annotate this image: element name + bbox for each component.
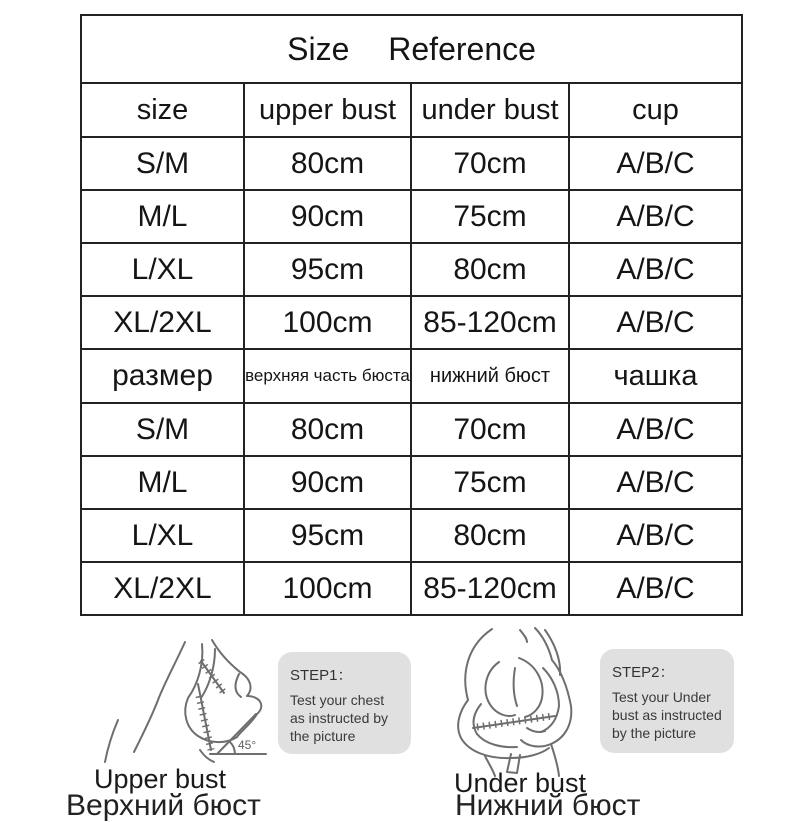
cell-upper-bust: 95cm xyxy=(244,243,411,296)
table-row xyxy=(81,456,742,509)
cell-size: S/M xyxy=(81,137,244,190)
table-row xyxy=(81,296,742,349)
cell-under-bust: 85-120cm xyxy=(411,562,569,615)
step1-title: STEP1： xyxy=(290,667,353,684)
clipped-bottom-text xyxy=(0,789,800,822)
step2-title: STEP2： xyxy=(612,664,675,681)
table-row xyxy=(81,509,742,562)
cell-size: XL/2XL xyxy=(81,562,244,615)
table-title-row xyxy=(81,15,742,83)
cell-size: S/M xyxy=(81,403,244,456)
cell-cup: A/B/C xyxy=(569,403,742,456)
upper-bust-measure-icon xyxy=(88,634,268,766)
cell-upper-bust: 80cm xyxy=(244,137,411,190)
cell-size-ru: размер xyxy=(81,349,244,403)
cell-upper-bust: 80cm xyxy=(244,403,411,456)
cell-cup: A/B/C xyxy=(569,243,742,296)
cell-size: M/L xyxy=(81,456,244,509)
col-header-size: size xyxy=(81,83,244,137)
cell-upper-bust-ru: верхняя часть бюста xyxy=(244,349,411,403)
cell-cup-ru: чашка xyxy=(569,349,742,403)
cell-upper-bust: 90cm xyxy=(244,190,411,243)
cell-size: XL/2XL xyxy=(81,296,244,349)
col-header-upper-bust: upper bust xyxy=(244,83,411,137)
cell-under-bust: 80cm xyxy=(411,243,569,296)
cell-upper-bust: 100cm xyxy=(244,562,411,615)
cell-cup: A/B/C xyxy=(569,190,742,243)
table-title: Size Reference xyxy=(287,30,536,67)
clipped-upper-bust-ru: Верхний бюст xyxy=(66,789,261,822)
step1-box xyxy=(278,652,411,754)
cell-under-bust-ru: нижний бюст xyxy=(411,349,569,403)
cell-upper-bust: 100cm xyxy=(244,296,411,349)
cell-under-bust: 75cm xyxy=(411,190,569,243)
table-title-cell xyxy=(81,15,742,83)
cell-cup: A/B/C xyxy=(569,456,742,509)
cell-under-bust: 70cm xyxy=(411,137,569,190)
step2-box xyxy=(600,649,734,753)
cell-upper-bust: 95cm xyxy=(244,509,411,562)
table-row xyxy=(81,243,742,296)
upper-bust-caption: Upper bust xyxy=(93,764,227,794)
cell-under-bust: 75cm xyxy=(411,456,569,509)
cell-under-bust: 70cm xyxy=(411,403,569,456)
table-row xyxy=(81,190,742,243)
col-header-cup: cup xyxy=(569,83,742,137)
table-row xyxy=(81,403,742,456)
cell-size: L/XL xyxy=(81,243,244,296)
under-bust-measure-icon xyxy=(415,616,607,778)
under-bust-caption: Under bust xyxy=(453,768,587,798)
cell-under-bust: 85-120cm xyxy=(411,296,569,349)
cell-under-bust: 80cm xyxy=(411,509,569,562)
cell-upper-bust: 90cm xyxy=(244,456,411,509)
size-reference-table xyxy=(80,14,743,616)
cell-size: M/L xyxy=(81,190,244,243)
cell-cup: A/B/C xyxy=(569,509,742,562)
table-row xyxy=(81,562,742,615)
table-row-russian-header xyxy=(81,349,742,403)
step2-text: Test your Under bust as instructed by the picture xyxy=(612,689,722,742)
clipped-under-bust-ru: Нижний бюст xyxy=(455,789,641,822)
table-header-row xyxy=(81,83,742,137)
angle-45-label: 45° xyxy=(238,738,257,752)
col-header-under-bust: under bust xyxy=(411,83,569,137)
cell-cup: A/B/C xyxy=(569,137,742,190)
cell-size: L/XL xyxy=(81,509,244,562)
table-row xyxy=(81,137,742,190)
cell-cup: A/B/C xyxy=(569,562,742,615)
cell-cup: A/B/C xyxy=(569,296,742,349)
step1-text: Test your chest as instructed by the picture xyxy=(290,692,389,745)
